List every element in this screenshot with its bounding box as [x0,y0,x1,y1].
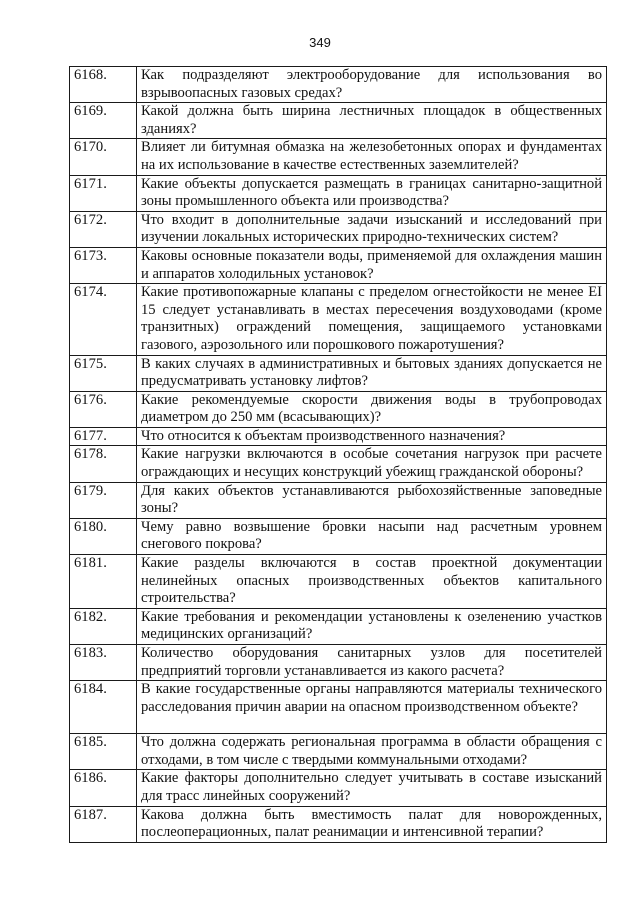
question-text: Влияет ли битумная обмазка на железобетонных опорах и фундаментах на их использование в качестве естественных заземлителей? [137,139,607,175]
table-row [70,427,607,446]
question-text: Какие факторы дополнительно следует учитывать в составе изысканий для трасс линейных сооружений? [137,770,607,806]
question-text: Какой должна быть ширина лестничных площадок в общественных зданиях? [137,103,607,139]
table-row [70,446,607,482]
table-row [70,103,607,139]
table-row [70,608,607,644]
question-number: 6180. [70,518,137,554]
question-number: 6171. [70,175,137,211]
question-number: 6169. [70,103,137,139]
question-text: Как подразделяют электрооборудование для использования во взрывоопасных газовых средах? [137,67,607,103]
question-text: В каких случаях в административных и бытовых зданиях допускается не предусматривать установку лифтов? [137,355,607,391]
table-row [70,806,607,842]
question-text: Какие рекомендуемые скорости движения воды в трубопроводах диаметром до 250 мм (всасывающих)? [137,391,607,427]
question-number: 6184. [70,681,137,734]
table-row [70,555,607,609]
question-text: Что входит в дополнительные задачи изысканий и исследований при изучении локальных исторических природно-технических систем? [137,211,607,247]
table-row [70,482,607,518]
table-row [70,67,607,103]
question-text: Какие разделы включаются в состав проектной документации нелинейных опасных производственных объектов капитального строительства? [137,555,607,609]
table-row [70,645,607,681]
question-text: Что должна содержать региональная программа в области обращения с отходами, в том числе с твердыми коммунальными отходами? [137,734,607,770]
question-number: 6186. [70,770,137,806]
question-number: 6170. [70,139,137,175]
table-row [70,355,607,391]
question-number: 6176. [70,391,137,427]
table-row [70,175,607,211]
table-row [70,770,607,806]
question-number: 6178. [70,446,137,482]
question-number: 6168. [70,67,137,103]
question-number: 6187. [70,806,137,842]
question-text: Что относится к объектам производственного назначения? [137,427,607,446]
question-number: 6173. [70,247,137,283]
question-text: Чему равно возвышение бровки насыпи над расчетным уровнем снегового покрова? [137,518,607,554]
question-text: Каковы основные показатели воды, применяемой для охлаждения машин и аппаратов холодильных установок? [137,247,607,283]
question-number: 6175. [70,355,137,391]
question-text: Количество оборудования санитарных узлов для посетителей предприятий торговли устанавливается из какого расчета? [137,645,607,681]
table-row [70,139,607,175]
question-number: 6185. [70,734,137,770]
question-text: Для каких объектов устанавливаются рыбохозяйственные заповедные зоны? [137,482,607,518]
question-text: Какие нагрузки включаются в особые сочетания нагрузок при расчете ограждающих и несущих конструкций убежищ гражданской обороны? [137,446,607,482]
question-number: 6172. [70,211,137,247]
question-text: Какие противопожарные клапаны с пределом огнестойкости не менее EI 15 следует устанавливать в местах пересечения воздуховодами (кроме транзитных) ограждений помещения, защищаемого установками газового, аэрозольного или порошкового пожаротушения? [137,284,607,355]
question-number: 6181. [70,555,137,609]
question-text: Какие объекты допускается размещать в границах санитарно-защитной зоны промышленного объекта или производства? [137,175,607,211]
question-number: 6182. [70,608,137,644]
question-number: 6179. [70,482,137,518]
question-text: Какова должна быть вместимость палат для новорожденных, послеоперационных, палат реанимации и интенсивной терапии? [137,806,607,842]
question-number: 6177. [70,427,137,446]
table-row [70,247,607,283]
table-row [70,734,607,770]
table-row [70,284,607,355]
table-row [70,518,607,554]
table-row [70,391,607,427]
question-text: Какие требования и рекомендации установлены к озеленению участков медицинских организаций? [137,608,607,644]
questions-table [69,66,607,843]
table-row [70,211,607,247]
question-number: 6174. [70,284,137,355]
table-row [70,681,607,734]
question-text: В какие государственные органы направляются материалы технического расследования причин аварии на опасном производственном объекте? [137,681,607,734]
page-number: 349 [309,35,331,50]
question-number: 6183. [70,645,137,681]
